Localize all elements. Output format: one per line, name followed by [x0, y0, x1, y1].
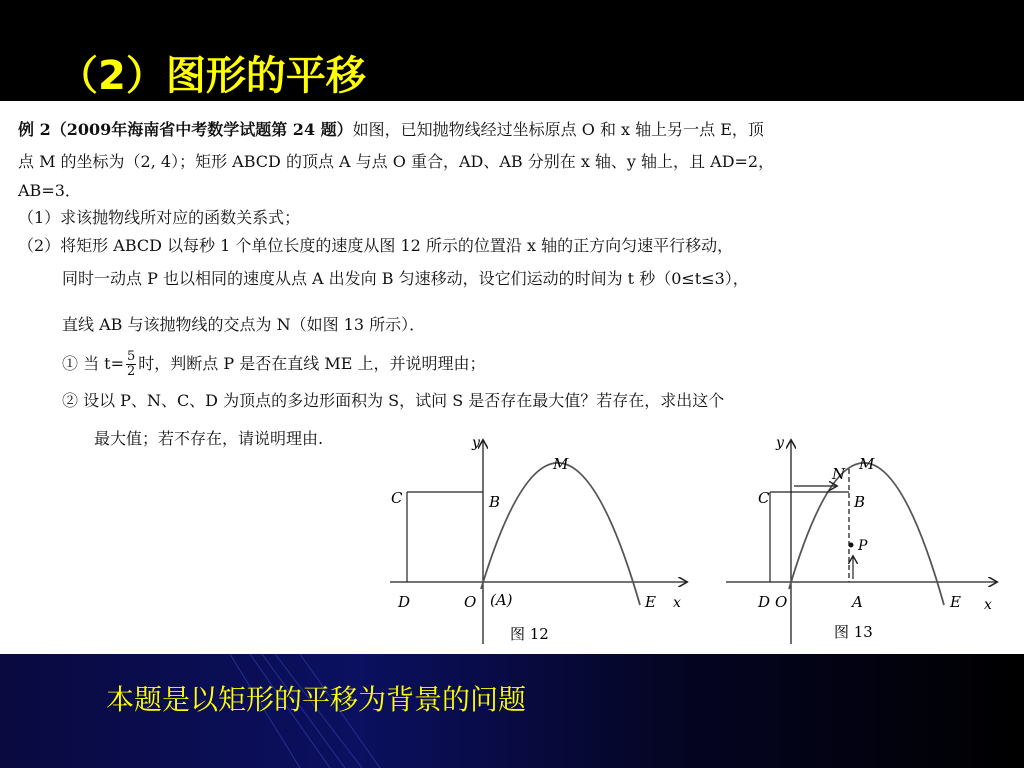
sub-question-1: [62, 350, 485, 379]
problem-line-1: [18, 120, 764, 140]
label-D: D: [398, 593, 411, 611]
label-x: x: [984, 597, 992, 613]
question-2-cont: 同时一动点 P 也以相同的速度从点 A 出发向 B 匀速移动，设它们运动的时间为 t 秒（0≤t≤3），: [62, 269, 749, 288]
label-B: B: [489, 493, 501, 511]
label-A: (A): [490, 591, 513, 609]
label-D: D: [758, 593, 771, 611]
fraction: [126, 350, 136, 379]
label-B: B: [854, 493, 866, 511]
label-O: O: [464, 593, 477, 611]
label-E: E: [950, 593, 961, 611]
parabola: [481, 463, 640, 605]
label-P: P: [858, 538, 868, 554]
sub-question-2: ② 设以 P、N、C、D 为顶点的多边形面积为 S，试问 S 是否存在最大值？若存在，求出这个: [62, 391, 725, 410]
problem-line-2: 点 M 的坐标为（2, 4）；矩形 ABCD 的顶点 A 与点 O 重合，AD、AB 分别在 x 轴、y 轴上，且 AD=2，: [18, 152, 775, 171]
figure-13: [718, 429, 1003, 651]
question-2: （2）将矩形 ABCD 以每秒 1 个单位长度的速度从图 12 所示的位置沿 x 轴的正方向匀速平行移动，: [18, 236, 734, 255]
fraction-numerator: 5: [127, 349, 136, 364]
problem-text: 如图，已知抛物线经过坐标原点 O 和 x 轴上另一点 E，顶: [352, 120, 764, 139]
label-O: O: [775, 593, 788, 611]
question-2-cont-2: 直线 AB 与该抛物线的交点为 N（如图 13 所示）．: [62, 315, 426, 334]
label-N: N: [832, 465, 846, 483]
slide-title: （2）图形的平移: [58, 53, 366, 99]
label-x: x: [673, 595, 681, 611]
caption-13: 图 13: [834, 623, 873, 641]
label-y: y: [472, 435, 480, 451]
footer-band: [0, 654, 1024, 768]
label-C: C: [391, 489, 403, 507]
question-1: （1）求该抛物线所对应的函数关系式；: [18, 208, 301, 227]
label-C: C: [758, 489, 770, 507]
point-P: [849, 543, 854, 548]
problem-line-3: AB=3．: [18, 181, 81, 200]
sub-question-2-cont: 最大值；若不存在，请说明理由.: [94, 429, 324, 448]
label-A: A: [852, 593, 863, 611]
label-y: y: [776, 435, 784, 451]
label-M: M: [859, 455, 875, 473]
problem-panel: [0, 101, 1024, 654]
parabola: [789, 463, 944, 605]
caption-12: 图 12: [510, 625, 549, 643]
label-M: M: [553, 455, 569, 473]
footer-text: 本题是以矩形的平移为背景的问题: [106, 683, 527, 716]
sub-question-1-start: ① 当 t=: [62, 354, 125, 373]
problem-source: 例 2（2009年海南省中考数学试题第 24 题）: [18, 120, 353, 139]
figure-12: [380, 429, 700, 651]
label-E: E: [645, 593, 656, 611]
fraction-denominator: 2: [127, 364, 136, 379]
sub-question-1-end: 时，判断点 P 是否在直线 ME 上，并说明理由；: [138, 354, 486, 373]
